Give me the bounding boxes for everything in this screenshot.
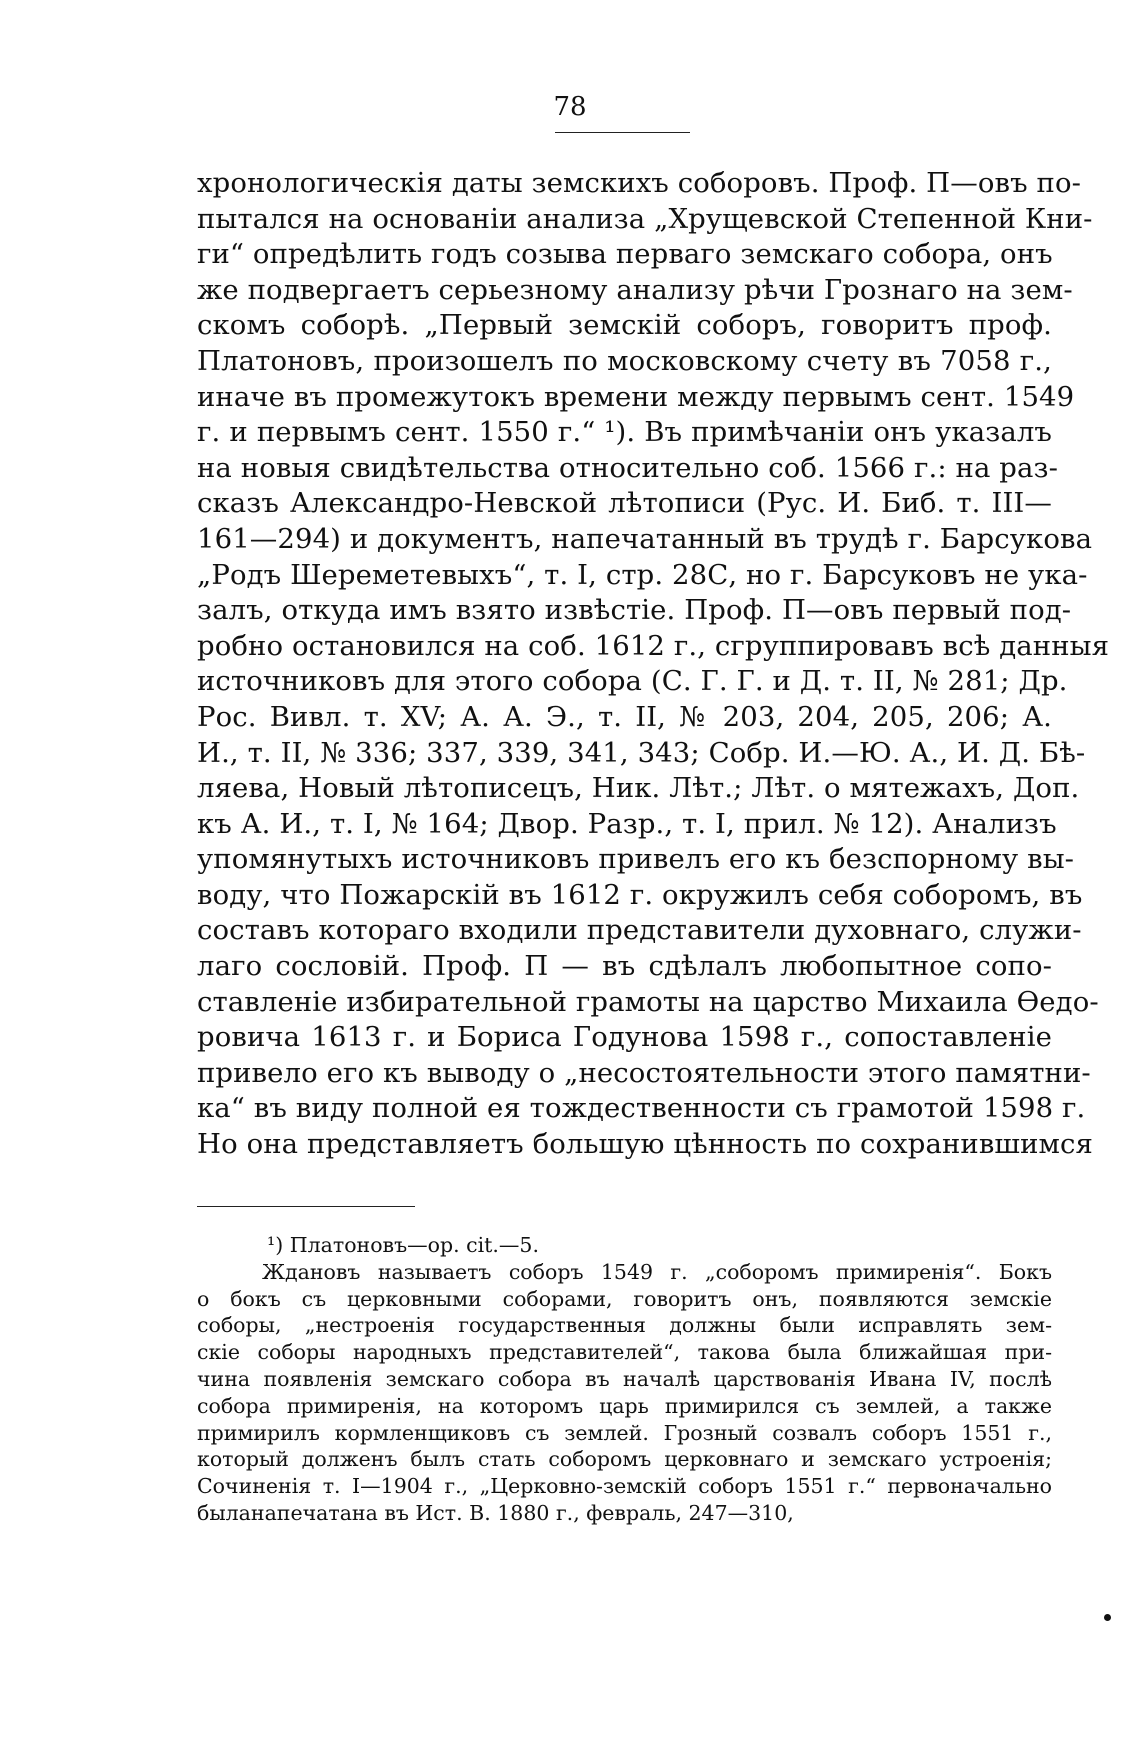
text-line: ги“ опредѣлить годъ созыва перваго земскаго собора, онъ (197, 238, 1053, 271)
footnote-line: соборы, „нестроенія государственныя должны были исправлять зем- (197, 1313, 1052, 1338)
text-line: ровича 1613 г. и Бориса Годунова 1598 г., сопоставленіе (197, 1021, 1052, 1054)
text-line: Платоновъ, произошелъ по московскому счету въ 7058 г., (197, 344, 1052, 377)
text-line: воду, что Пожарскій въ 1612 г. окружилъ себя соборомъ, въ (197, 878, 1083, 911)
text-line: И., т. II, № 336; 337, 339, 341, 343; Собр. И.—Ю. А., И. Д. Бѣ- (197, 736, 1086, 769)
text-line: составъ котораго входили представители духовнаго, служи- (197, 914, 1082, 947)
text-line: хронологическія даты земскихъ соборовъ. Проф. П—овъ по- (197, 167, 1082, 199)
main-text (197, 166, 1110, 1163)
text-line: ляева, Новый лѣтописецъ, Ник. Лѣт.; Лѣт. о мятежахъ, Доп. (197, 772, 1080, 805)
text-line: же подвергаетъ серьезному анализу рѣчи Грознаго на зем- (197, 273, 1073, 306)
footnote-line: ¹) Платоновъ—ор. cit.—5. (267, 1233, 539, 1257)
text-line: къ А. И., т. I, № 164; Двор. Разр., т. I, прил. № 12). Анализъ (197, 807, 1057, 840)
scan-speck (1104, 1614, 1111, 1621)
text-line: источниковъ для этого собора (С. Г. Г. и Д. т. II, № 281; Др. (197, 665, 1068, 698)
text-line: Но она представляетъ большую цѣнность по сохранившимся (197, 1128, 1093, 1161)
text-line: скомъ соборѣ. „Первый земскій соборъ, говоритъ проф. (197, 309, 1052, 342)
text-line: на новыя свидѣтельства относительно соб. 1566 г.: на раз- (197, 451, 1058, 484)
text-line: 161—294) и документъ, напечатанный въ трудѣ г. Барсукова (197, 522, 1093, 555)
footnote-separator (197, 1206, 415, 1207)
text-line: сказъ Александро-Невской лѣтописи (Рус. И. Биб. т. III— (197, 487, 1052, 520)
text-line: робно остановился на соб. 1612 г., сгруппировавъ всѣ данныя (197, 629, 1110, 662)
text-line: лаго сословій. Проф. П — въ сдѣлалъ любопытное сопо- (197, 950, 1052, 983)
text-line: „Родъ Шереметевыхъ“, т. I, стр. 28С, но г. Барсуковъ не ука- (197, 558, 1088, 591)
text-line: пытался на основаніи анализа „Хрущевской Степенной Кни- (197, 202, 1093, 235)
footnote-line: который долженъ былъ стать соборомъ церковнаго и земскаго устроенія; (197, 1447, 1052, 1472)
footnote-line: Ждановъ называетъ соборъ 1549 г. „соборомъ примиренія“. Бокъ (262, 1259, 1052, 1284)
text-line: иначе въ промежутокъ времени между первымъ сент. 1549 (197, 380, 1075, 413)
page-number-rule (555, 132, 690, 133)
text-line: г. и первымъ сент. 1550 г.“ ¹). Въ примѣчаніи онъ указалъ (197, 416, 1052, 449)
footnote-line: быланапечатана въ Ист. В. 1880 г., февраль, 247—310, (197, 1500, 794, 1525)
footnote-line: Сочиненія т. I—1904 г., „Церковно-земскій соборъ 1551 г.“ первоначально (197, 1474, 1052, 1499)
page-number: 78 (553, 92, 587, 122)
footnote-line: чина появленія земскаго собора въ началѣ царствованія Ивана IV, послѣ (197, 1366, 1052, 1391)
footnotes (197, 1232, 1052, 1527)
text-line: ставленіе избирательной грамоты на царство Михаила Ѳедо- (197, 985, 1099, 1018)
footnote-line: о бокъ съ церковными соборами, говоритъ онъ, появляются земскіе (197, 1286, 1052, 1311)
text-line: ка“ въ виду полной ея тождественности съ грамотой 1598 г. (197, 1092, 1086, 1125)
text-line: залъ, откуда имъ взято извѣстіе. Проф. П—овъ первый под- (197, 594, 1072, 627)
text-line: привело его къ выводу о „несостоятельности этого памятни- (197, 1056, 1091, 1089)
text-line: Рос. Вивл. т. XV; А. А. Э., т. II, № 203, 204, 205, 206; А. (197, 700, 1052, 733)
footnote-line: скіе соборы народныхъ представителей“, такова была ближайшая при- (197, 1340, 1052, 1365)
text-line: упомянутыхъ источниковъ привелъ его къ безспорному вы- (197, 843, 1075, 876)
footnote-line: примирилъ кормленщиковъ съ землей. Грозный созвалъ соборъ 1551 г., (197, 1420, 1052, 1445)
footnote-line: собора примиренія, на которомъ царь примирился съ землей, а также (197, 1393, 1052, 1418)
